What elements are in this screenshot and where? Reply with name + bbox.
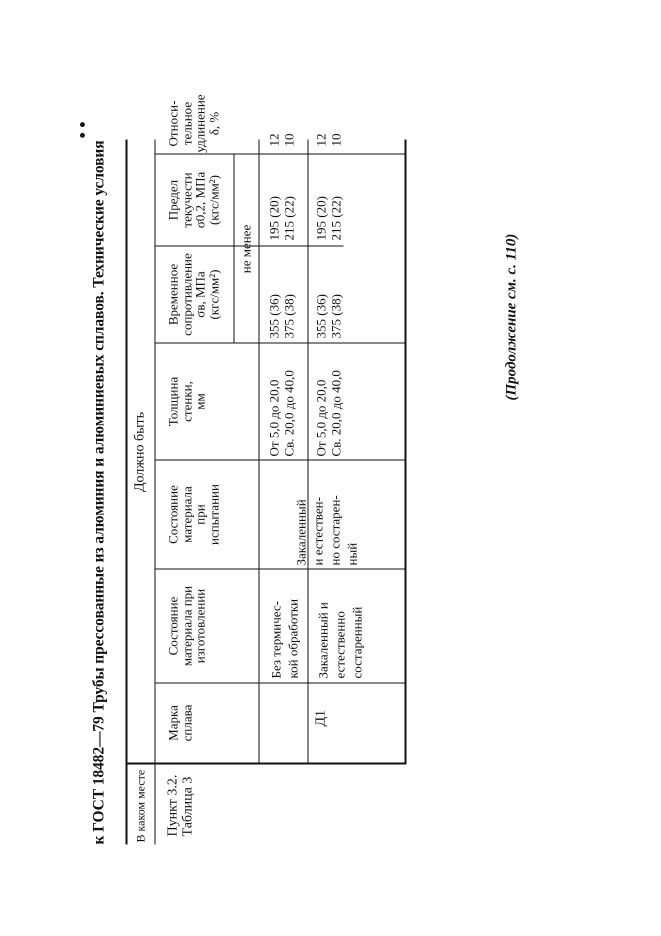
header-tensile — [166, 246, 220, 342]
row2-yield-line: 215 (22) — [328, 195, 343, 240]
row2-elong-line: 12 — [313, 133, 328, 146]
row2-yield-line: 195 (20) — [313, 195, 328, 240]
test-state-line: Закаленный — [293, 498, 308, 565]
place-line-1: Пункт 3.2. — [165, 774, 180, 836]
header-state-mfg-line: материала при — [178, 585, 194, 666]
rule-top — [125, 139, 127, 844]
header-thickness — [166, 343, 207, 459]
header-elong-line: Относи- — [165, 100, 180, 146]
place-line-2: Таблица 3 — [180, 776, 195, 836]
rule-must-be — [154, 139, 155, 764]
row1-tensile-line: 375 (38) — [281, 293, 296, 338]
header-state-mfg — [166, 569, 207, 682]
row2-thickness-line: Св. 20,0 до 40,0 — [328, 369, 343, 456]
row1-thickness-line: От 5,0 до 20,0 — [266, 379, 281, 456]
header-thickness-line: Толщина — [165, 376, 180, 426]
header-thickness-line: стенки, — [178, 380, 194, 422]
rule-header-bottom — [258, 139, 259, 764]
row1-state-mfg-line: кой обработки — [285, 598, 300, 678]
header-yield-line: Предел — [165, 179, 180, 220]
header-yield — [166, 154, 220, 245]
header-tensile-line: сопротивление — [178, 252, 194, 336]
header-state-test — [166, 460, 220, 568]
row1-yield-line: 195 (20) — [266, 195, 281, 240]
header-thickness-line: мм — [192, 392, 207, 410]
row1-elong-line: 10 — [281, 133, 296, 146]
header-yield-line: текучести — [178, 171, 194, 228]
row2-state-mfg-line: состаренный — [349, 606, 364, 678]
row2-tensile-line: 375 (38) — [328, 293, 343, 338]
row1-elong-line: 12 — [266, 133, 281, 146]
row2-state-mfg-line: Закаленный и — [315, 601, 330, 678]
test-state-line: ный — [344, 542, 359, 565]
where-label: В каком месте — [133, 769, 147, 842]
grade-value: Д1 — [313, 709, 328, 726]
row1-yield-line: 215 (22) — [281, 195, 296, 240]
header-elong-line: δ, % — [205, 111, 221, 135]
row1-state-mfg-line: Без термичес- — [268, 600, 283, 678]
rule-bottom — [404, 139, 406, 764]
header-state-mfg-line: изготовлении — [192, 588, 207, 663]
row2-elong-line: 10 — [328, 133, 343, 146]
header-state-mfg-line: Состояние — [165, 596, 180, 655]
header-elong-line: тельное — [178, 101, 194, 145]
header-grade — [166, 683, 193, 762]
not-less-label: не менее — [238, 224, 253, 273]
test-state-line: и естествен- — [310, 496, 325, 565]
header-yield-line: σ0,2, МПа — [192, 171, 207, 228]
row2-state-mfg-line: естественно — [332, 610, 347, 678]
header-tensile-line: (кгс/мм²) — [205, 268, 221, 320]
document-header: к ГОСТ 18482—79 Трубы прессованные из алюминия и алюминиевых сплавов. Технические условия — [90, 139, 107, 844]
header-tensile-line: Временное — [165, 263, 180, 325]
header-dots: • • — [72, 120, 92, 138]
test-state-value — [292, 495, 360, 565]
header-state-test-line: Состояние — [165, 484, 180, 544]
continuation-note: (Продолжение см. с. 110) — [503, 233, 519, 400]
header-grade-line: Марка — [165, 704, 180, 741]
row2-thickness-line: От 5,0 до 20,0 — [313, 379, 328, 456]
header-elong — [166, 93, 220, 153]
rule-left-sub — [154, 764, 155, 844]
row1-tensile-line: 355 (36) — [266, 293, 281, 338]
must-be-label: Должно быть — [132, 411, 147, 492]
header-yield-line: (кгс/мм²) — [205, 174, 221, 225]
test-state-line: но состарен- — [327, 494, 342, 565]
header-grade-line: сплава — [178, 704, 194, 741]
header-state-test-line: при — [192, 503, 207, 525]
header-elong-line: удлинение — [192, 93, 207, 153]
row1-thickness-line: Св. 20,0 до 40,0 — [281, 369, 296, 456]
rule-row-sep — [307, 139, 308, 764]
header-state-test-line: материала — [178, 485, 194, 543]
header-tensile-line: σв, МПа — [192, 270, 207, 318]
rule-not-less — [233, 154, 234, 343]
row2-tensile-line: 355 (36) — [313, 293, 328, 338]
header-state-test-line: испытании — [205, 483, 221, 545]
